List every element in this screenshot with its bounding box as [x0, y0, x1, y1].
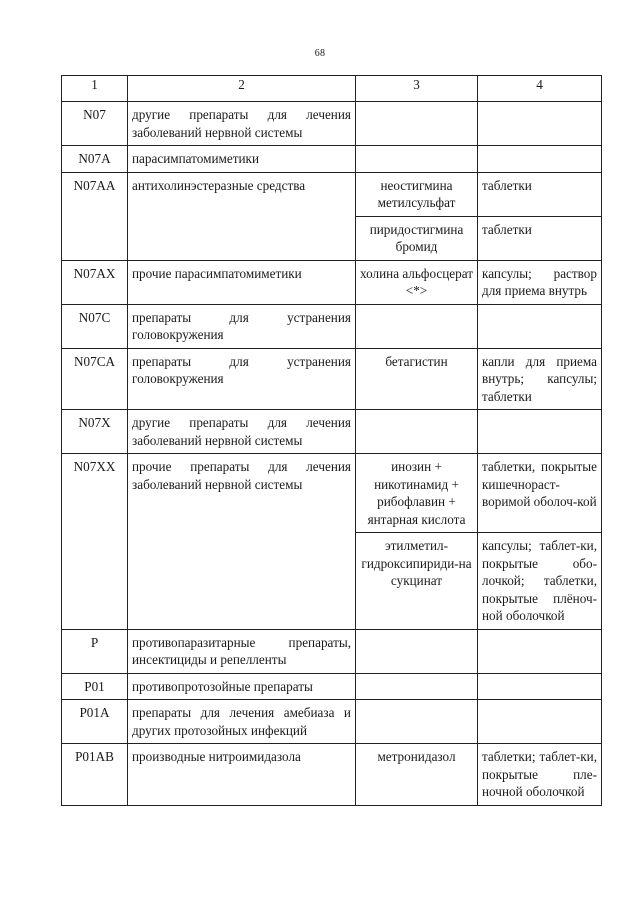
- page-number: 68: [314, 48, 326, 59]
- table-row: [62, 629, 602, 673]
- medication-table: [61, 75, 602, 806]
- table-row: [62, 304, 602, 348]
- drug-name-cell: [356, 304, 478, 348]
- atc-code-cell: N07C: [62, 304, 128, 348]
- atc-code-cell: P01A: [62, 700, 128, 744]
- group-description-cell: антихолинэстеразные средства: [128, 172, 356, 260]
- group-description-cell: препараты для лечения амебиаза и других протозойных инфекций: [128, 700, 356, 744]
- dosage-form-cell: капсулы; раствор для приема внутрь: [478, 260, 602, 304]
- table-row: [62, 172, 602, 216]
- table-row: [62, 348, 602, 410]
- drug-name-cell: [356, 629, 478, 673]
- dosage-form-cell: таблетки: [478, 172, 602, 216]
- drug-name-cell: пиридостигмина бромид: [356, 216, 478, 260]
- atc-code-cell: N07X: [62, 410, 128, 454]
- dosage-form-cell: таблетки: [478, 216, 602, 260]
- atc-code-cell: N07AX: [62, 260, 128, 304]
- dosage-form-cell: [478, 304, 602, 348]
- dosage-form-cell: [478, 146, 602, 173]
- table-row: [62, 102, 602, 146]
- group-description-cell: противопротозойные препараты: [128, 673, 356, 700]
- drug-name-cell: холина альфосцерат <*>: [356, 260, 478, 304]
- group-description-cell: противопаразитарные препараты, инсектициды и репелленты: [128, 629, 356, 673]
- atc-code-cell: N07A: [62, 146, 128, 173]
- drug-name-cell: [356, 700, 478, 744]
- dosage-form-cell: [478, 410, 602, 454]
- table-row: [62, 744, 602, 806]
- atc-code-cell: N07XX: [62, 454, 128, 630]
- group-description-cell: другие препараты для лечения заболеваний нервной системы: [128, 410, 356, 454]
- table-row: [62, 454, 602, 533]
- dosage-form-cell: [478, 673, 602, 700]
- dosage-form-cell: капсулы; таблет-ки, покрытые обо-лочкой; таблетки, покрытые плёноч-ной оболочкой: [478, 533, 602, 630]
- drug-name-cell: [356, 673, 478, 700]
- table-header-row: [62, 76, 602, 102]
- drug-name-cell: бетагистин: [356, 348, 478, 410]
- atc-code-cell: P01AB: [62, 744, 128, 806]
- header-cell-2: 2: [128, 76, 356, 102]
- atc-code-cell: P01: [62, 673, 128, 700]
- drug-name-cell: метронидазол: [356, 744, 478, 806]
- table-row: [62, 700, 602, 744]
- group-description-cell: препараты для устранения головокружения: [128, 348, 356, 410]
- dosage-form-cell: [478, 629, 602, 673]
- table-row: [62, 673, 602, 700]
- atc-code-cell: P: [62, 629, 128, 673]
- atc-code-cell: N07CA: [62, 348, 128, 410]
- atc-code-cell: N07: [62, 102, 128, 146]
- dosage-form-cell: таблетки; таблет-ки, покрытые пле-ночной оболочкой: [478, 744, 602, 806]
- group-description-cell: препараты для устранения головокружения: [128, 304, 356, 348]
- drug-name-cell: [356, 102, 478, 146]
- group-description-cell: парасимпатомиметики: [128, 146, 356, 173]
- dosage-form-cell: капли для приема внутрь; капсулы; таблетки: [478, 348, 602, 410]
- group-description-cell: прочие препараты для лечения заболеваний нервной системы: [128, 454, 356, 630]
- drug-name-cell: неостигмина метилсульфат: [356, 172, 478, 216]
- drug-name-cell: этилметил-гидроксипириди-на сукцинат: [356, 533, 478, 630]
- dosage-form-cell: [478, 102, 602, 146]
- group-description-cell: производные нитроимидазола: [128, 744, 356, 806]
- dosage-form-cell: таблетки, покрытые кишечнораст-воримой оболоч-кой: [478, 454, 602, 533]
- header-cell-3: 3: [356, 76, 478, 102]
- group-description-cell: прочие парасимпатомиметики: [128, 260, 356, 304]
- table-row: [62, 146, 602, 173]
- dosage-form-cell: [478, 700, 602, 744]
- group-description-cell: другие препараты для лечения заболеваний нервной системы: [128, 102, 356, 146]
- drug-name-cell: [356, 146, 478, 173]
- drug-name-cell: [356, 410, 478, 454]
- header-cell-4: 4: [478, 76, 602, 102]
- drug-name-cell: инозин + никотинамид + рибофлавин + янтарная кислота: [356, 454, 478, 533]
- atc-code-cell: N07AA: [62, 172, 128, 260]
- table-row: [62, 410, 602, 454]
- table-row: [62, 260, 602, 304]
- header-cell-1: 1: [62, 76, 128, 102]
